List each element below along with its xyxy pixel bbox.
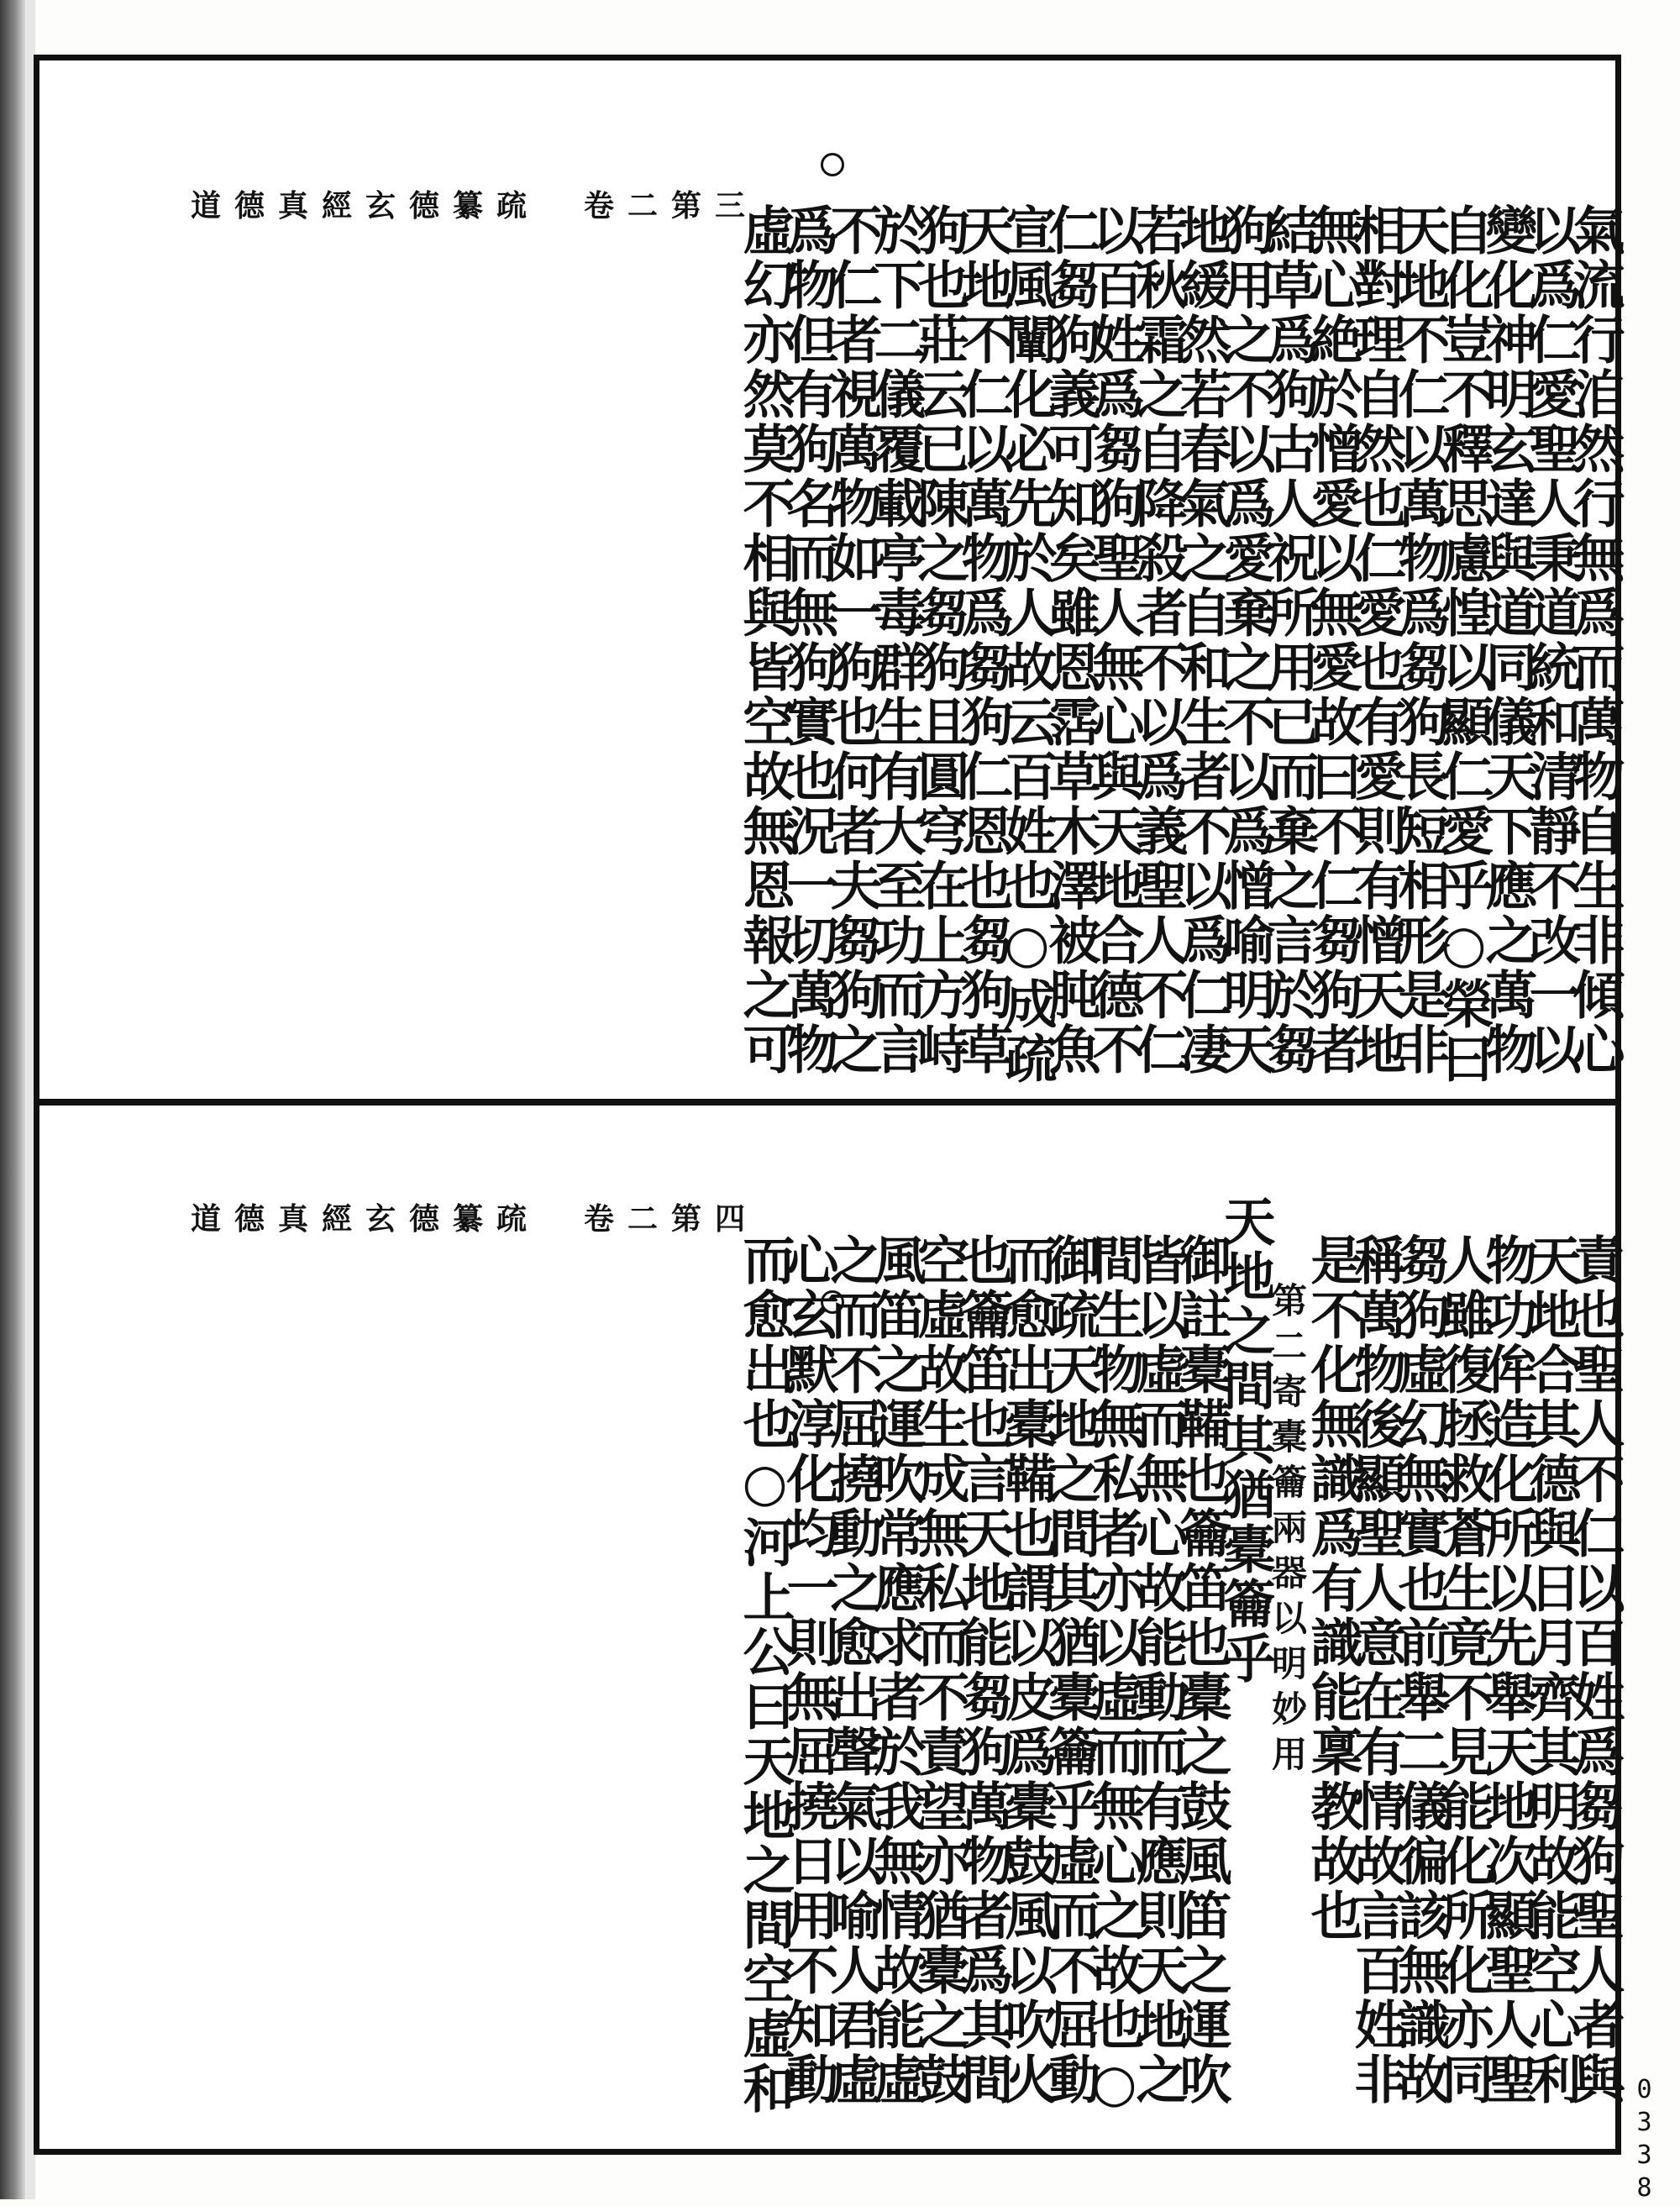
text-column: 心玄默淳化均一則無屈撓日用不知動 [778, 1233, 839, 2107]
text-column: 地緩然若春氣之自和生者不以爲仁凄 [1171, 203, 1232, 1077]
text-column: 也籥笛也言天地能芻狗萬物者爲其間 [953, 1233, 1014, 2107]
text-column: 物功侔造化所以先舉天地次顯聖人聖 [1477, 1233, 1538, 2107]
text-column: 以百姓爲芻狗聖人無心與天地合德不 [1084, 203, 1145, 1077]
text-column: 御疏天地之間其猶橐籥乎虛而不屈動 [1040, 1233, 1101, 2107]
text-column: 氣流行洎然行無爲而萬物自生非傾心 [1564, 203, 1625, 1077]
text-column: 狗也莊云已陳之芻狗且圓穹在上方峙 [909, 203, 970, 1077]
top-panel-header: 道德真經玄德纂疏 卷二第三 [190, 188, 759, 223]
text-column: 結草爲狗古人祝所用已而棄之言於芻 [1258, 203, 1320, 1077]
text-column: 御註橐鞴也籥笛也橐之鼓風笛之運吹 [1171, 1233, 1232, 2107]
text-column: 爲物但有狗名而無狗實也況一切萬物 [778, 203, 839, 1077]
text-column: 間生物無私者亦以虛而無心之故也○ [1084, 1233, 1145, 2116]
text-column: 天地不仁以萬物爲芻狗長短相形是非 [1389, 203, 1451, 1077]
text-column: 不仁者視萬物如一狗也何者夫芻狗之 [822, 203, 883, 1077]
text-column: 而愈出也○河上公曰天地之間空虛和 [734, 1233, 795, 2116]
text-column: 無心絶於憎愛以無愛故曰不仁芻狗者 [1302, 203, 1363, 1077]
text-column: 空虛故生成無私而不責望亦猶橐之鼓 [909, 1233, 970, 2107]
punctuation-circle-mark [821, 1290, 844, 1314]
text-column: 責也聖人不仁以百姓爲芻狗聖人者與 [1564, 1233, 1625, 2107]
text-column: 人雖復拯救蒼生竟不見能化所化亦同 [1433, 1233, 1494, 2107]
text-column: 自化豈不釋思慮惶以顯仁愛乎○榮曰 [1433, 203, 1494, 1086]
bottom-panel [39, 1106, 1625, 2149]
text-column: 虛幻亦然莫不相與皆空故無恩報之可 [734, 203, 795, 1077]
text-column: 芻狗虛幻無實也前舉二儀徧該無識故 [1389, 1233, 1451, 2107]
top-panel [39, 60, 1625, 1099]
text-column: 風笛之運吹常應求者於我無情故能虛 [865, 1233, 927, 2107]
text-column: 狗用之不以爲愛棄之不以爲憎喻明天 [1215, 203, 1276, 1077]
text-column: 相對理自然也仁愛也有愛則有憎天地 [1346, 203, 1407, 1077]
text-column: 稱萬物後顯聖人意在有情故言百姓非 [1346, 1233, 1407, 2107]
bottom-panel-header: 道德真經玄德纂疏 卷二第四 [190, 1201, 759, 1237]
text-column: 變化神明玄達與道同儀天下應之萬物 [1477, 203, 1538, 1077]
punctuation-circle-mark [821, 153, 844, 176]
text-column: 而愈出橐鞴也謂以皮爲橐鼓風以吹火 [996, 1233, 1058, 2107]
panel-divider [34, 1099, 1621, 1106]
text-column: 之而不屈撓動之愈出聲氣以喻人君虛 [822, 1233, 883, 2107]
section-subtitle: 第二寄橐籥兩器以明妙用 [1267, 1282, 1308, 1781]
text-column: 仁芻狗義可知矣雖恩霑草木澤被肫魚 [1040, 203, 1101, 1077]
text-column: 天地合其德與日月齊其明故能空心利 [1520, 1233, 1582, 2107]
page-edge-shadow [0, 0, 25, 2199]
text-column: 皆以虛而無心故能動而有應則天地之 [1127, 1233, 1189, 2107]
text-column: 以爲仁愛聖人秉道統和清靜不改一以 [1520, 203, 1582, 1077]
text-column: 於下二儀覆載亭毒群生有大至功而言 [865, 203, 927, 1077]
text-column: 若秋霜之自降殺者不以爲義聖人不仁 [1127, 203, 1189, 1077]
text-column: 天地不仁以萬物爲芻狗仁恩也芻狗草 [953, 203, 1014, 1077]
text-column: 宣風闡化必先於人故云百姓也○成疏 [996, 203, 1058, 1086]
page-number: 0338 [1630, 2075, 1659, 2206]
text-column: 是不化無識爲有識能稟教故也 [1302, 1233, 1363, 1943]
scripture-line: 天地之間其猶橐籥乎 [1215, 1195, 1276, 1686]
